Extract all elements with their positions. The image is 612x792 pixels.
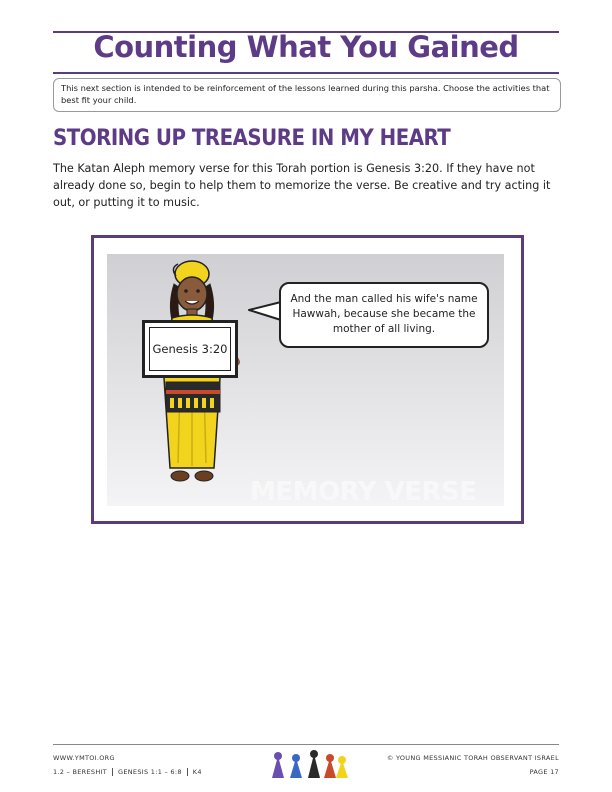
section-heading: STORING UP TREASURE IN MY HEART xyxy=(53,126,451,151)
ymtoi-logo xyxy=(268,748,350,780)
verse-sign xyxy=(142,320,238,378)
footer-website: WWW.YMTOI.ORG xyxy=(53,754,115,762)
footer-series: 1.2 – BERESHIT xyxy=(53,768,108,776)
footer-reference: GENESIS 1:1 – 6:8 xyxy=(118,768,182,776)
memory-verse-watermark: MEMORY VERSE xyxy=(250,477,477,507)
footer-level: K4 xyxy=(192,768,202,776)
page-title: Counting What You Gained xyxy=(93,30,519,64)
footer-copyright: © YOUNG MESSIANIC TORAH OBSERVANT ISRAEL xyxy=(386,754,559,762)
intro-box: This next section is intended to be reinforcement of the lessons learned during this parsha. Choose the activities that best fit your child. xyxy=(53,78,561,112)
title-rule xyxy=(53,72,559,74)
sign-text: Genesis 3:20 xyxy=(149,327,231,371)
section-body: The Katan Aleph memory verse for this Torah portion is Genesis 3:20. If they have not already done so, begin to help them to memorize the verse. Be creative and try acting it out, or putting it to music. xyxy=(53,162,551,209)
speech-bubble-tail xyxy=(247,300,283,324)
footer-page-number: PAGE 17 xyxy=(529,768,559,776)
speech-bubble: And the man called his wife's name Hawwah, because she became the mother of all living. xyxy=(279,282,489,348)
footer-series-info xyxy=(53,768,202,776)
footer-rule xyxy=(53,744,559,745)
